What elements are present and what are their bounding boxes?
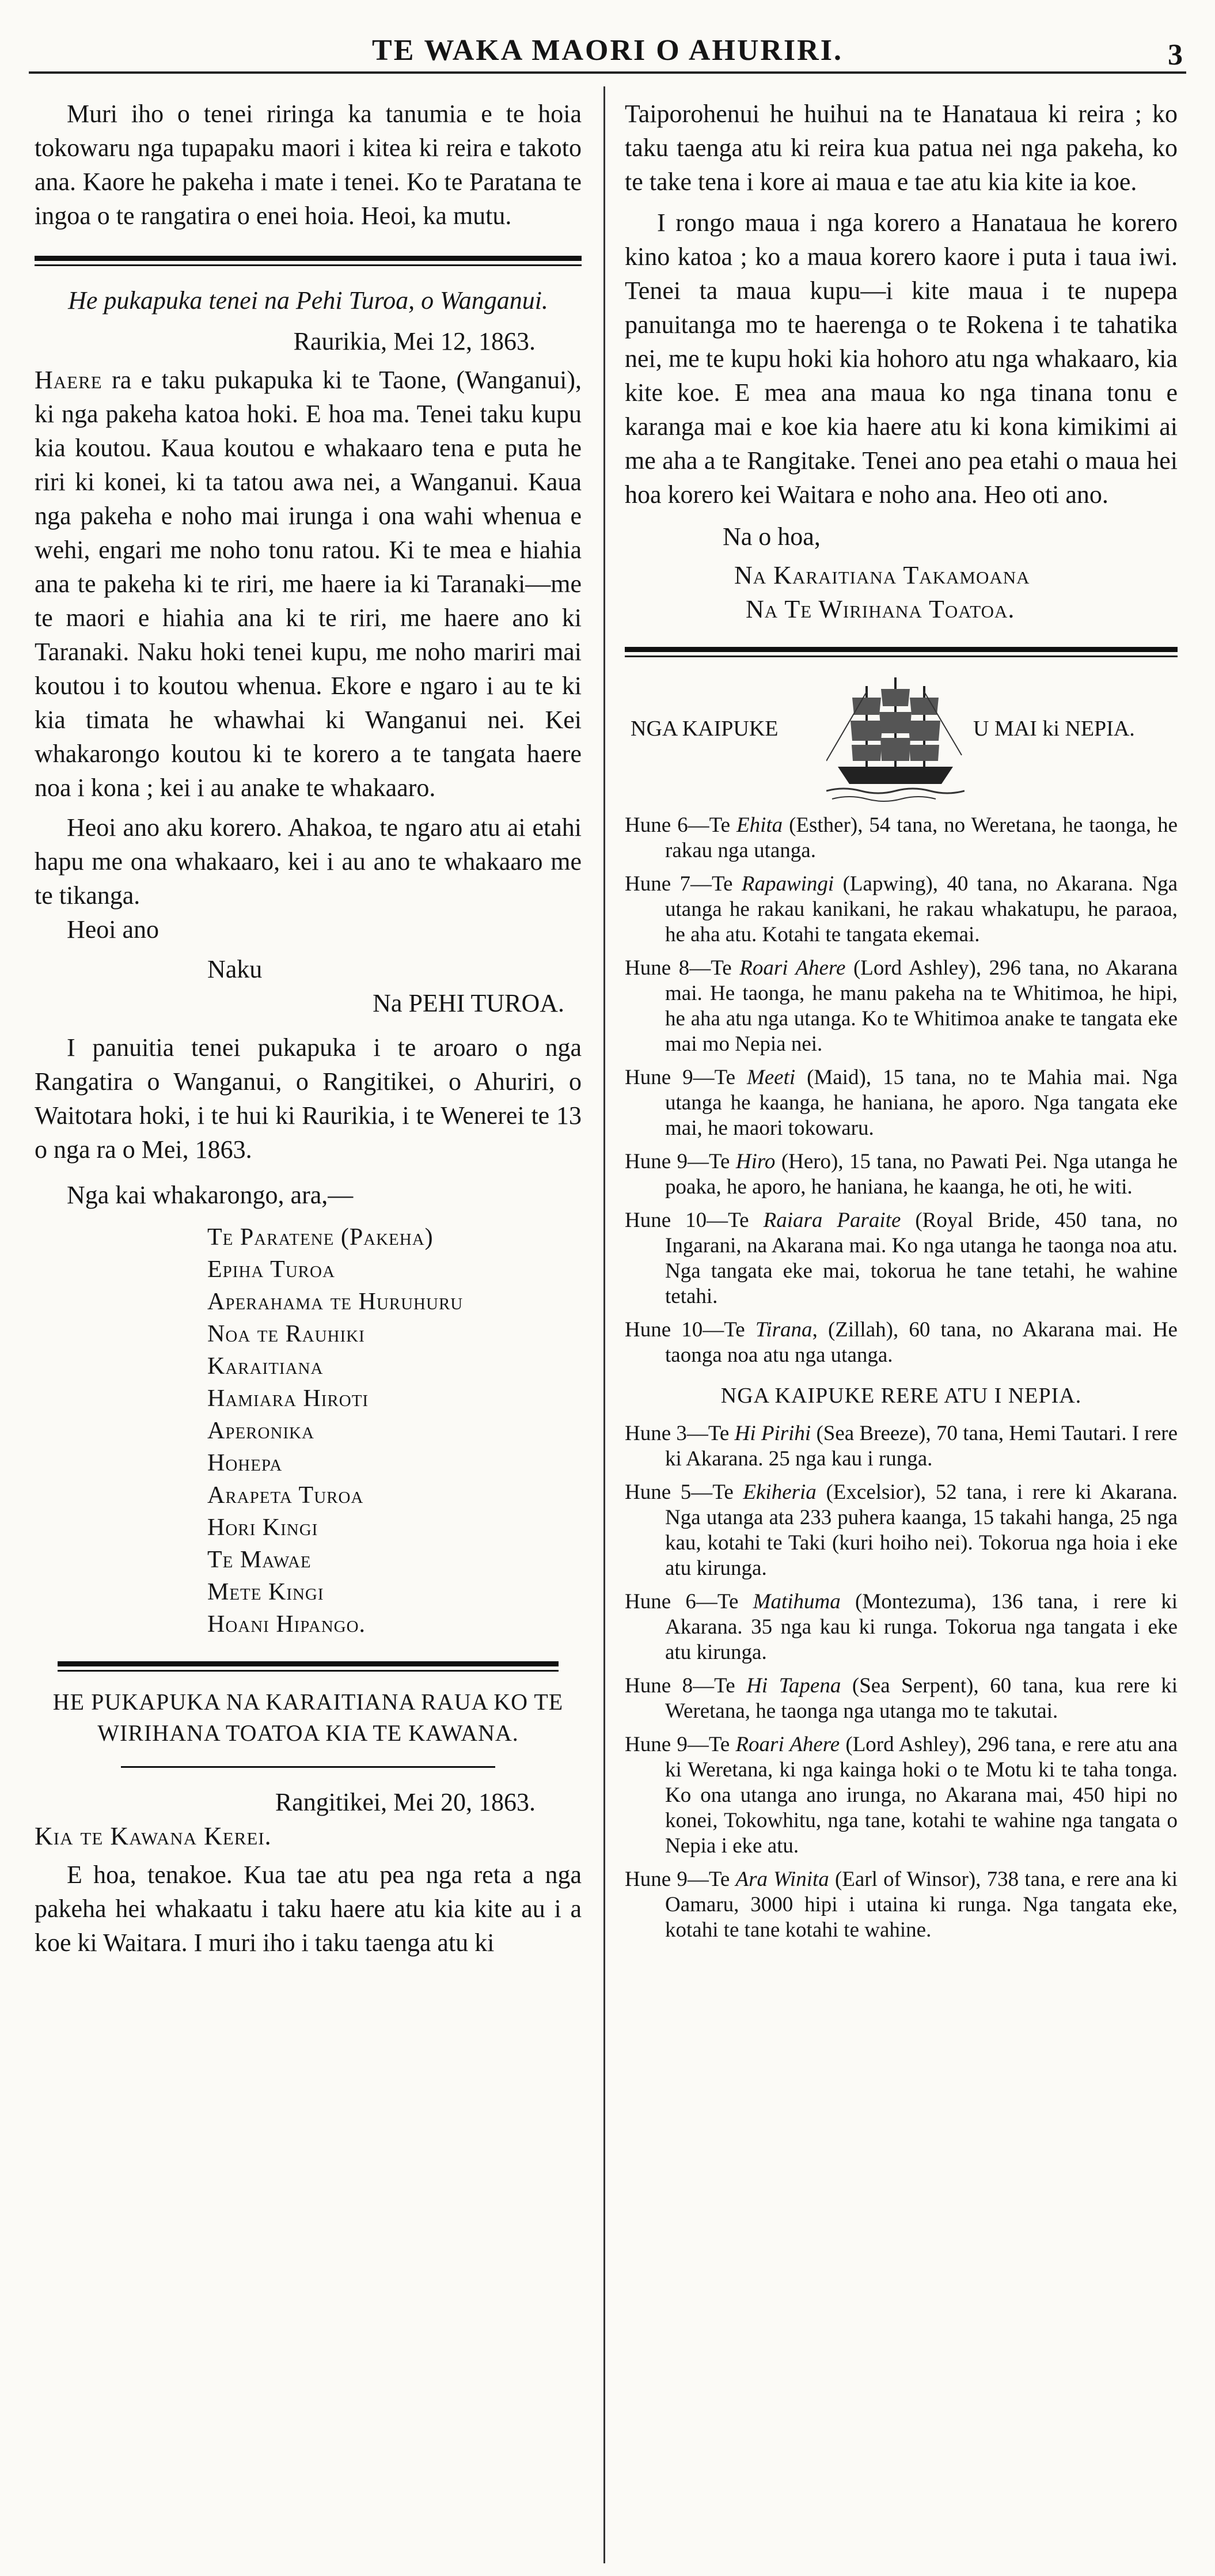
entry-date: Hune 9—Te	[625, 1867, 736, 1891]
section-rule	[58, 1661, 559, 1672]
ship-name: Roari Ahere	[735, 1733, 840, 1756]
listener-name: Epiha Turoa	[207, 1256, 335, 1283]
arrival-entry	[625, 1149, 1178, 1200]
entry-text: , (Zillah), 60 tana, no Akarana mai. He taonga noa atu nga utanga.	[665, 1318, 1178, 1367]
ship-name: Hi Tapena	[746, 1674, 841, 1698]
entry-text: (Excelsior), 52 tana, i rere ki Akarana. Nga utanga ata 233 puhera kaanga, 15 takahi hanga, 25 nga kau, kotahi te Taki (kuri hoiho nei). Tokorua nga hoia i eke atu kirunga.	[665, 1480, 1178, 1580]
letter1-heading: He pukapuka tenei na Pehi Turoa, o Wanganui.	[68, 286, 548, 315]
column-divider	[603, 86, 605, 2563]
listener-name: Te Mawae	[207, 1547, 312, 1573]
arrival-entry	[625, 1317, 1178, 1368]
departure-entry	[625, 1867, 1178, 1943]
letter2-signature-1: Na Karaitiana Takamoana	[734, 561, 1030, 589]
entry-text: (Lord Ashley), 296 tana, e rere atu ana ki Weretana, ki nga kainga hoki o te Motu ki te taha tonga. Ko ona utanga ano irunga, no Akarana mai, 450 hipi no konei, Tokowhitu, nga tane, kotahi te wahine nga tangata o Nepia i eke atu.	[665, 1733, 1178, 1858]
listener-name: Karaitiana	[207, 1353, 324, 1380]
entry-date: Hune 9—Te	[625, 1150, 736, 1173]
entry-date: Hune 10—Te	[625, 1209, 764, 1232]
letter2-dateline: Rangitikei, Mei 20, 1863.	[275, 1788, 536, 1816]
ship-name: Ara Winita	[735, 1867, 829, 1891]
entry-date: Hune 8—Te	[625, 956, 740, 980]
arrival-entry	[625, 1065, 1178, 1141]
left-column	[35, 97, 582, 1960]
entry-date: Hune 9—Te	[625, 1066, 747, 1089]
entry-date: Hune 8—Te	[625, 1674, 747, 1698]
ship-name: Roari Ahere	[739, 956, 846, 980]
entry-text: (Lord Ashley), 296 tana, no Akarana mai. He taonga, he manu pakeha na te Whitimoa, he hipi, he aha atu nga utanga. Ko te Whitimoa anake te tangata eke mai mo Nepia nei.	[665, 956, 1178, 1056]
letter1-dateline: Raurikia, Mei 12, 1863.	[293, 327, 536, 355]
entry-text: (Earl of Winsor), 738 tana, e rere ana ki Oamaru, 3000 hipi i utaina ki runga. Nga tangata eke, kotahi te tane kotahi te wahine.	[665, 1867, 1178, 1942]
ship-name: Ehita	[736, 813, 783, 837]
entry-date: Hune 6—Te	[625, 813, 736, 837]
arrival-entry	[625, 872, 1178, 948]
entry-text: (Lapwing), 40 tana, no Akarana. Nga utanga he rakau kanikani, he rakau whakatupu, he paraoa, he aha atu. Kotahi te tangata ekemai.	[665, 872, 1178, 946]
departure-entry	[625, 1589, 1178, 1665]
opening-paragraph: Muri iho o tenei riringa ka tanumia e te hoia tokowaru nga tupapaku maori i kitea ki reira e takoto ana. Kaore he pakeha i mate i tenei. Ko te Paratana te ingoa o te rangatira o enei hoia. Heoi, ka mutu.	[35, 100, 582, 230]
letter2-closing: Na o hoa,	[723, 522, 821, 551]
entry-text: (Sea Serpent), 60 tana, kua rere ki Weretana, he taonga nga utanga mo te takutai.	[665, 1674, 1178, 1723]
letter2-signature-2: Na Te Wirihana Toatoa.	[746, 595, 1015, 623]
letter2-paragraph-1: E hoa, tenakoe. Kua tae atu pea nga reta a nga pakeha hei whakaatu i taku haere atu kia kite au i a koe ki Waitara. I muri iho i taku taenga atu ki	[35, 1861, 582, 1957]
entry-text: (Royal Bride, 450 tana, no Ingarani, na Akarana mai. Ko nga utanga he taonga noa atu. Nga tangata eke mai, tokorua he tane tetahi, he wahine tetahi.	[665, 1209, 1178, 1308]
letter1-paragraph-1	[35, 363, 582, 805]
entry-date: Hune 3—Te	[625, 1422, 735, 1445]
letter2-continuation: Taiporohenui he huihui na te Hanataua ki reira ; ko taku taenga atu ki reira kua patua nei nga pakeha, ko te take tena i kore ai maua e tae atu kia kite ia koe.	[625, 100, 1178, 196]
right-column	[625, 97, 1178, 1951]
arrival-entry	[625, 956, 1178, 1057]
letter2-heading: HE PUKAPUKA NA KARAITIANA RAUA KO TE WIRIHANA TOATOA KIA TE KAWANA.	[52, 1689, 564, 1746]
section-rule	[625, 647, 1178, 657]
ship-name: Raiara Paraite	[763, 1209, 901, 1232]
entry-text: (Montezuma), 136 tana, i rere ki Akarana. 35 nga kau ki runga. Tokorua nga tangata i eke atu kirunga.	[665, 1590, 1178, 1664]
ship-name: Hi Pirihi	[734, 1422, 811, 1445]
letter2-paragraph-2: I rongo maua i nga korero a Hanataua he korero kino katoa ; ko a maua korero kaore i puta i taua iwi. Tenei ta maua kupu—i kite maua i te nupepa panuitanga mo te haerenga o te Rokena i te tahatika nei, me te kupu hoki kia hohoro atu nga whakaaro, kia kite koe. E mea ana maua ko nga tinana tonu e karanga mai e koe kia haere atu ki kona kimikimi ai me aha a te Rangitake. Tenei ano pea etahi o maua hei hoa korero kei Waitara e noho ana. Heo oti ano.	[625, 209, 1178, 509]
entry-date: Hune 10—Te	[625, 1318, 755, 1342]
departures-heading: NGA KAIPUKE RERE ATU I NEPIA.	[720, 1384, 1082, 1408]
entry-date: Hune 6—Te	[625, 1590, 753, 1613]
listeners-intro: Nga kai whakarongo, ara,—	[67, 1181, 354, 1209]
ship-name: Matihuma	[753, 1590, 841, 1613]
departure-entry	[625, 1673, 1178, 1724]
ship-name: Rapawingi	[741, 872, 834, 896]
letter1-lead-word: Haere	[35, 366, 102, 394]
entry-date: Hune 5—Te	[625, 1480, 743, 1504]
letter1-paragraph-1-text: ra e taku pukapuka ki te Taone, (Wanganui), ki nga pakeha katoa hoki. E hoa ma. Tenei taku kupu kia koutou. Kaua koutou e whakaaro tena e puta he riri ki konei, ki ta tatou awa nei, a Wanganui. Kaua nga pakeha e noho mai irunga i ona wahi whenua e wehi, engari me noho tonu ratou. Ki te mea e hiahia ana te pakeha ki te riri, me haere ia ki Taranaki—me te maori e hiahia ana ki te riri, me haere ano ki Taranaki. Naku hoki tenei kupu, me noho mariri mai koutou i to koutou whenua. Ekore e ngaro i au te ki kia timata he whawhai ki Wanganui nei. Kei whakarongo koutou ki te korero a te tangata haere noa i kona ; kei i au anake te whakaaro.	[35, 366, 582, 802]
arrival-entry	[625, 813, 1178, 863]
arrivals-list	[625, 813, 1178, 1368]
listener-name: Hoani Hipango.	[207, 1611, 366, 1638]
entry-date: Hune 7—Te	[625, 872, 742, 896]
page-header	[29, 31, 1186, 74]
entry-date: Hune 9—Te	[625, 1733, 736, 1756]
letter1-paragraph-2: Heoi ano aku korero. Ahakoa, te ngaro atu ai etahi hapu me ona whakaaro, kei i au ano te whakaaro me te tikanga.	[35, 813, 582, 910]
ships-arrived-title-left: NGA KAIPUKE	[631, 717, 779, 741]
short-rule	[121, 1766, 495, 1768]
listener-name: Hohepa	[207, 1450, 283, 1476]
departures-list	[625, 1421, 1178, 1943]
listener-name: Hori Kingi	[207, 1514, 318, 1541]
listener-name: Hamiara Hiroti	[207, 1385, 369, 1412]
entry-text: (Sea Breeze), 70 tana, Hemi Tautari. I rere ki Akarana. 25 nga kau i runga.	[665, 1422, 1178, 1471]
listener-name: Arapeta Turoa	[207, 1482, 364, 1509]
section-rule	[35, 256, 582, 266]
arrival-entry	[625, 1208, 1178, 1309]
page-title: TE WAKA MAORI O AHURIRI.	[372, 34, 843, 67]
letter1-closing-2: Naku	[207, 955, 263, 983]
letter1-signature: Na PEHI TUROA.	[373, 989, 564, 1017]
entry-text: (Esther), 54 tana, no Weretana, he taonga, he rakau nga utanga.	[665, 813, 1178, 862]
letter2-addressee: Kia te Kawana Kerei.	[35, 1822, 272, 1850]
entry-text: (Hero), 15 tana, no Pawati Pei. Nga utanga he poaka, he aporo, he haniana, he kaanga, he oti, he witi.	[665, 1150, 1178, 1199]
ship-icon	[826, 669, 965, 807]
departure-entry	[625, 1732, 1178, 1859]
listeners-list	[35, 1221, 582, 1641]
ship-name: Tirana	[755, 1318, 812, 1342]
departure-entry	[625, 1421, 1178, 1472]
letter1-paragraph-3: I panuitia tenei pukapuka i te aroaro o nga Rangatira o Wanganui, o Rangitikei, o Ahuriri, o Waitotara hoki, i te hui ki Raurikia, i te Wenerei te 13 o nga ra o Mei, 1863.	[35, 1033, 582, 1164]
listener-name: Mete Kingi	[207, 1579, 324, 1605]
entry-text: (Maid), 15 tana, no te Mahia mai. Nga utanga he kaanga, he haniana, he aporo. Nga tangata eke mai, he maori tokowaru.	[665, 1066, 1178, 1140]
listener-name: Noa te Rauhiki	[207, 1321, 365, 1347]
listener-name: Aperahama te Huruhuru	[207, 1289, 464, 1315]
listener-name: Aperonika	[207, 1418, 314, 1444]
listener-name: Te Paratene (Pakeha)	[207, 1224, 434, 1251]
page-number: 3	[1168, 39, 1183, 71]
departure-entry	[625, 1480, 1178, 1581]
ship-name: Hiro	[735, 1150, 776, 1173]
ship-name: Ekiheria	[743, 1480, 817, 1504]
ship-name: Meeti	[746, 1066, 796, 1089]
letter1-closing-1: Heoi ano	[67, 915, 160, 944]
ships-arrived-title-right: U MAI ki NEPIA.	[973, 717, 1135, 741]
ships-arrived-header	[625, 669, 1178, 813]
